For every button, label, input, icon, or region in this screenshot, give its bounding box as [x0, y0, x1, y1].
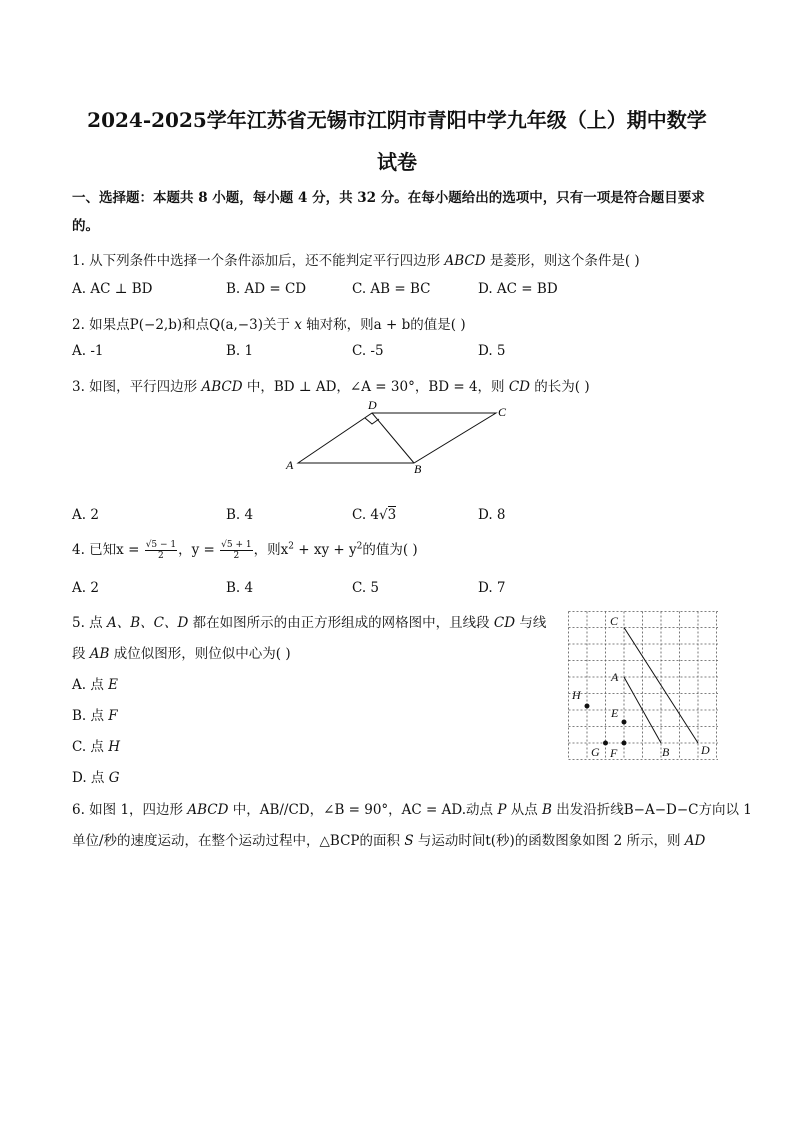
q5-point-h [585, 704, 590, 709]
q5-line1-points: A、B、C、D [106, 615, 189, 631]
q5-label-h: H [572, 688, 581, 702]
q4-suffix-b: + xy + y [293, 542, 357, 558]
q2-stem-suffix: 轴对称，则a + b的值是( ) [301, 317, 466, 333]
q4-frac2-den: 2 [233, 551, 240, 561]
q4-frac1-num: √5 − 1 [145, 540, 177, 550]
q5-option-c[interactable] [72, 735, 120, 755]
q2-option-a[interactable]: A. -1 [72, 343, 104, 359]
q3-label-b: B [414, 462, 422, 476]
q4-stem [72, 538, 418, 561]
q4-suffix-a: ，则x [253, 542, 289, 558]
q5-line2-b: 成位似图形，则位似中心为( ) [109, 646, 291, 662]
q5-option-c-point: H [108, 739, 121, 755]
q5-point-g [603, 741, 608, 746]
q6-line1-a: 6. 如图 1，四边形 [72, 802, 188, 818]
q5-label-a: A [611, 670, 619, 684]
q5-option-b-prefix: B. 点 [72, 708, 109, 724]
q5-option-a-prefix: A. 点 [72, 677, 109, 693]
q5-option-d-prefix: D. 点 [72, 770, 109, 786]
q5-stem-line2 [72, 642, 291, 662]
q4-mid: ，y = [178, 542, 220, 558]
q5-option-d-point: G [108, 770, 120, 786]
q2-option-c[interactable]: C. -5 [352, 343, 384, 359]
q6-line2-a: 单位/秒的速度运动，在整个运动过程中，△BCP的面积 [72, 833, 405, 849]
q5-option-d[interactable] [72, 766, 120, 786]
q1-stem-suffix: 是菱形，则这个条件是( ) [485, 253, 640, 269]
q5-label-f: F [610, 746, 618, 760]
q2-option-b[interactable]: B. 1 [226, 343, 254, 359]
q1-stem-prefix: 1. 从下列条件中选择一个条件添加后，还不能判定平行四边形 [72, 253, 445, 269]
q3-stem-cd: CD [508, 379, 530, 395]
q3-option-d[interactable]: D. 8 [478, 507, 506, 523]
q6-stem-line1 [72, 798, 752, 818]
q5-line1-b: 都在如图所示的由正方形组成的网格图中，且线段 [188, 615, 494, 631]
q5-label-d: D [701, 743, 710, 757]
q4-sup2: 2 [356, 541, 363, 552]
sqrt-sign: √ [379, 507, 388, 523]
q5-option-c-prefix: C. 点 [72, 739, 109, 755]
q5-option-a[interactable] [72, 673, 118, 693]
q4-option-a[interactable]: A. 2 [72, 580, 99, 596]
q3-option-c-radicand: 3 [387, 507, 397, 523]
q4-sup1: 2 [288, 541, 294, 552]
q5-line2-ab: AB [89, 646, 110, 662]
q5-grid-figure [568, 611, 720, 761]
q5-option-a-point: E [108, 677, 118, 693]
q5-line2-a: 段 [72, 646, 90, 662]
q3-label-a: A [286, 458, 294, 472]
q3-option-b[interactable]: B. 4 [226, 507, 254, 523]
q5-line1-a: 5. 点 [72, 615, 107, 631]
q4-suffix-c: 的值为( ) [362, 542, 418, 558]
q5-label-c: C [610, 614, 619, 628]
q6-line1-c: 从点 [506, 802, 543, 818]
q6-line1-d: 出发沿折线B−A−D−C方向以 1 [551, 802, 752, 818]
q3-option-a[interactable]: A. 2 [72, 507, 99, 523]
q3-stem-prefix: 3. 如图，平行四边形 [72, 379, 202, 395]
q5-stem-line1 [72, 611, 546, 631]
q1-stem-abcd: ABCD [444, 253, 486, 269]
q6-line2-b: 与运动时间t(秒)的函数图象如图 2 所示，则 [413, 833, 685, 849]
q4-frac1-den: 2 [158, 551, 164, 561]
q5-label-b: B [662, 745, 670, 759]
q5-label-e: E [611, 706, 619, 720]
q3-option-c[interactable] [352, 507, 396, 523]
q5-line1-cd: CD [493, 615, 516, 631]
q1-stem [72, 249, 640, 269]
q6-line2-ad: AD [684, 833, 706, 849]
q3-label-c: C [498, 405, 507, 419]
q1-option-a[interactable]: A. AC ⊥ BD [72, 281, 153, 297]
q3-stem-suffix: 的长为( ) [530, 379, 590, 395]
q4-fraction-y [220, 540, 252, 561]
q5-point-f [622, 741, 627, 746]
q6-line1-b-point: B [542, 802, 552, 818]
q5-option-b[interactable] [72, 704, 118, 724]
q3-label-d: D [368, 398, 377, 412]
q2-stem-x: x [294, 317, 302, 333]
q4-prefix: 4. 已知x = [72, 542, 144, 558]
q2-stem [72, 313, 466, 333]
section-header [72, 186, 705, 206]
q4-option-d[interactable]: D. 7 [478, 580, 506, 596]
section-header-line2: 的。 [72, 218, 99, 234]
q4-option-b[interactable]: B. 4 [226, 580, 254, 596]
q5-point-e [622, 720, 627, 725]
q1-option-c[interactable]: C. AB = BC [352, 281, 431, 297]
q2-stem-prefix: 2. 如果点P(−2,b)和点Q(a,−3)关于 [72, 317, 295, 333]
q6-line1-abcd: ABCD [187, 802, 229, 818]
q5-option-b-point: F [108, 708, 118, 724]
q1-option-b[interactable]: B. AD = CD [226, 281, 307, 297]
q5-line1-c: 与线 [515, 615, 547, 631]
q6-line1-b: 中，AB//CD，∠B = 90°，AC = AD.动点 [228, 802, 498, 818]
q3-parallelogram-figure [280, 396, 520, 476]
q6-stem-line2 [72, 829, 705, 849]
q3-stem-mid: 中，BD ⊥ AD，∠A = 30°，BD = 4，则 [242, 379, 509, 395]
q2-option-d[interactable]: D. 5 [478, 343, 506, 359]
page-title-line2: 试卷 [377, 150, 417, 174]
q3-stem-abcd: ABCD [201, 379, 243, 395]
q5-label-g: G [591, 745, 600, 759]
q6-line2-s: S [404, 833, 414, 849]
q4-option-c[interactable]: C. 5 [352, 580, 380, 596]
q1-option-d[interactable]: D. AC = BD [478, 281, 558, 297]
q3-option-c-label: C. 4 [352, 507, 380, 523]
section-header-line1: 一、选择题：本题共 8 小题，每小题 4 分，共 32 分。在每小题给出的选项中，只有一项是符合题目要求 [72, 190, 705, 206]
page-title-line1: 2024-2025学年江苏省无锡市江阴市青阳中学九年级（上）期中数学 [87, 108, 707, 132]
q4-frac2-num: √5 + 1 [221, 540, 252, 550]
q3-stem [72, 375, 590, 395]
q5-grid-lines [569, 612, 719, 760]
q4-fraction-x [145, 540, 177, 561]
q6-line1-p: P [497, 802, 507, 818]
